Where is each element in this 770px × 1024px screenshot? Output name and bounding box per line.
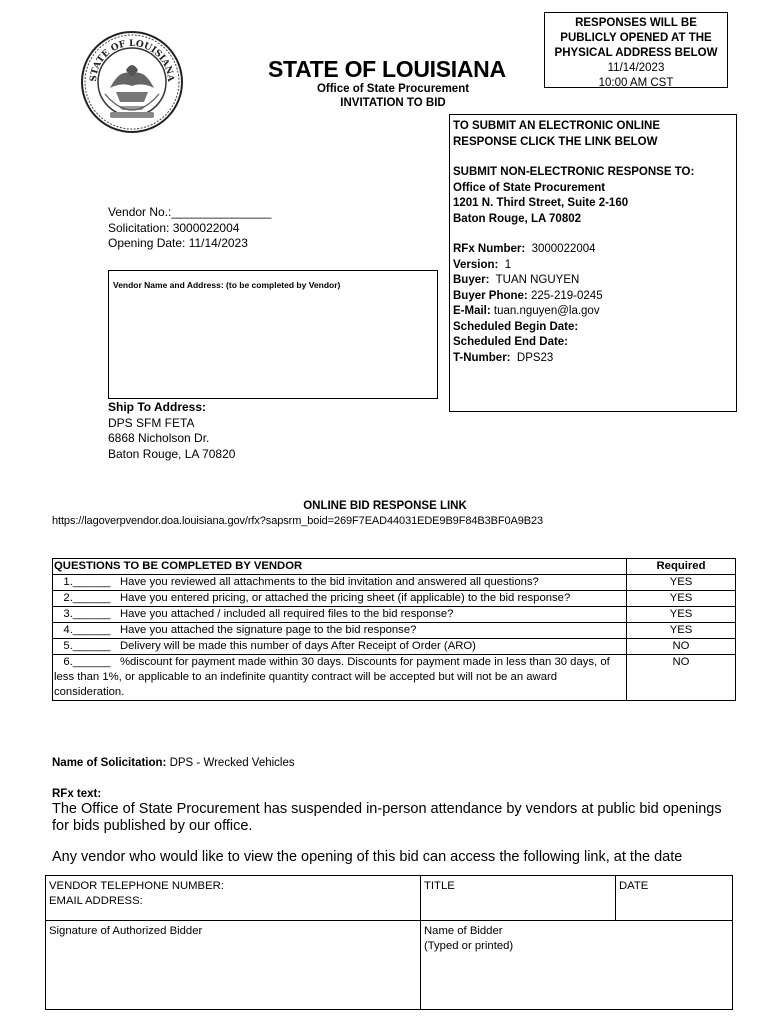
questions-table bbox=[52, 558, 736, 701]
submit-address-line-2: 1201 N. Third Street, Suite 2-160 bbox=[453, 197, 629, 209]
email-value: tuan.nguyen@la.gov bbox=[493, 305, 600, 317]
solicitation-name-value: DPS - Wrecked Vehicles bbox=[169, 757, 295, 769]
begin-date-label: Scheduled Begin Date: bbox=[453, 320, 579, 333]
opening-date: 11/14/2023 bbox=[607, 62, 665, 74]
table-row bbox=[53, 639, 736, 655]
question-1[interactable]: 1.______ Have you reviewed all attachments to the bid invitation and answered all questions? bbox=[53, 575, 627, 591]
version-label: Version: bbox=[453, 258, 499, 271]
pelican-seal-icon bbox=[80, 30, 184, 134]
question-1-required: YES bbox=[627, 575, 736, 591]
version-row bbox=[453, 258, 733, 274]
svg-text:STATE OF LOUISIANA: STATE OF LOUISIANA bbox=[88, 38, 176, 83]
vendor-name-address-box[interactable] bbox=[108, 270, 438, 399]
question-3-required: YES bbox=[627, 607, 736, 623]
office-name: Office of State Procurement bbox=[316, 83, 470, 95]
signature-cell[interactable] bbox=[46, 921, 421, 1010]
rfx-text-paragraph-1: The Office of State Procurement has suspended in-person attendance by vendors at public bid openings for bids published by our office. bbox=[52, 801, 722, 834]
vendor-info bbox=[108, 205, 271, 252]
nonelectronic-heading: SUBMIT NON-ELECTRONIC RESPONSE TO: bbox=[453, 166, 695, 178]
header-subtitle bbox=[310, 82, 476, 110]
date-label: DATE bbox=[619, 880, 649, 892]
signature-label: Signature of Authorized Bidder bbox=[49, 925, 203, 937]
bidder-name-sublabel: (Typed or printed) bbox=[424, 940, 514, 952]
vendor-number: Vendor No.:_______________ bbox=[108, 205, 272, 219]
vendor-email-label: EMAIL ADDRESS: bbox=[49, 895, 143, 907]
question-6-required: NO bbox=[627, 655, 736, 701]
bidder-name-cell[interactable] bbox=[421, 921, 733, 1010]
page-title: STATE OF LOUISIANA bbox=[268, 56, 506, 82]
buyer-phone-label: Buyer Phone: bbox=[453, 289, 528, 302]
online-bid-link[interactable]: https://lagoverpvendor.doa.louisiana.gov/rfx?sapsrm_boid=269F7EAD44031EDE9B9F84B3BF0A9B23 bbox=[52, 515, 544, 527]
vendor-phone-label: VENDOR TELEPHONE NUMBER: bbox=[49, 880, 224, 892]
question-3[interactable]: 3.______ Have you attached / included all required files to the bid response? bbox=[53, 607, 627, 623]
opening-time: 10:00 AM CST bbox=[598, 77, 674, 89]
ship-to-line-1: DPS SFM FETA bbox=[108, 415, 195, 430]
solicitation-name-label: Name of Solicitation: bbox=[52, 757, 167, 769]
opening-date-line: Opening Date: 11/14/2023 bbox=[108, 236, 248, 250]
required-heading: Required bbox=[627, 559, 736, 575]
ship-to-address bbox=[108, 400, 235, 462]
buyer-phone-value: 225-219-0245 bbox=[530, 289, 603, 302]
solicitation-name bbox=[52, 757, 295, 769]
submit-address-line-1: Office of State Procurement bbox=[453, 181, 606, 194]
ship-to-line-2: 6868 Nicholson Dr. bbox=[108, 431, 210, 445]
tnumber-row bbox=[453, 351, 733, 367]
tnumber-value: DPS23 bbox=[516, 351, 554, 364]
tnumber-label: T-Number: bbox=[453, 351, 511, 364]
email-label: E-Mail: bbox=[453, 305, 491, 317]
buyer-phone-row bbox=[453, 289, 733, 305]
state-seal bbox=[80, 30, 184, 134]
rfx-text-paragraph-2: Any vendor who would like to view the opening of this bid can access the following link, at the date bbox=[52, 849, 683, 865]
title-cell[interactable] bbox=[421, 876, 616, 921]
buyer-row bbox=[453, 273, 733, 289]
questions-header-row bbox=[53, 559, 736, 575]
signature-table-row-2 bbox=[46, 921, 733, 1010]
table-row bbox=[53, 623, 736, 639]
responses-notice-box bbox=[544, 12, 728, 88]
buyer-value: TUAN NGUYEN bbox=[495, 274, 580, 286]
question-6[interactable]: 6.______ %discount for payment made within 30 days. Discounts for payment made in less than 30 days, of less than 1%, or applicable to an indefinite quantity contract will be accepted but will not be an award consideration. bbox=[53, 655, 627, 701]
vendor-contact-cell[interactable] bbox=[46, 876, 421, 921]
rfx-number-label: RFx Number: bbox=[453, 243, 526, 255]
table-row bbox=[53, 591, 736, 607]
question-2-required: YES bbox=[627, 591, 736, 607]
questions-heading: QUESTIONS TO BE COMPLETED BY VENDOR bbox=[53, 559, 627, 575]
rfx-text-label: RFx text: bbox=[52, 788, 102, 800]
ship-to-line-3: Baton Rouge, LA 70820 bbox=[108, 446, 236, 461]
signature-table bbox=[45, 875, 733, 1010]
buyer-label: Buyer: bbox=[453, 274, 490, 286]
end-date-label: Scheduled End Date: bbox=[453, 336, 569, 348]
bidder-name-label: Name of Bidder bbox=[424, 925, 503, 937]
responses-line-2: PUBLICLY OPENED AT THE bbox=[560, 32, 712, 44]
ship-to-label: Ship To Address: bbox=[108, 400, 207, 414]
submission-info-box bbox=[449, 114, 737, 412]
document-type: INVITATION TO BID bbox=[340, 97, 446, 109]
electronic-line-2: RESPONSE CLICK THE LINK BELOW bbox=[453, 135, 658, 148]
rfx-text-body bbox=[52, 801, 732, 866]
table-row bbox=[53, 575, 736, 591]
question-2[interactable]: 2.______ Have you entered pricing, or attached the pricing sheet (if applicable) to the bid response? bbox=[53, 591, 627, 607]
responses-line-1: RESPONSES WILL BE bbox=[575, 17, 697, 29]
vendor-box-label: Vendor Name and Address: (to be completed by Vendor) bbox=[113, 280, 341, 290]
question-4[interactable]: 4.______ Have you attached the signature page to the bid response? bbox=[53, 623, 627, 639]
rfx-number-value: 3000022004 bbox=[531, 243, 596, 255]
solicitation-number: Solicitation: 3000022004 bbox=[108, 220, 240, 235]
electronic-line-1: TO SUBMIT AN ELECTRONIC ONLINE bbox=[453, 120, 660, 132]
version-value: 1 bbox=[504, 258, 512, 271]
signature-table-row-1 bbox=[46, 876, 733, 921]
question-4-required: YES bbox=[627, 623, 736, 639]
submit-address-line-3: Baton Rouge, LA 70802 bbox=[453, 212, 582, 225]
rfx-number-row bbox=[453, 242, 733, 258]
date-cell[interactable] bbox=[616, 876, 733, 921]
table-row bbox=[53, 655, 736, 701]
online-link-heading: ONLINE BID RESPONSE LINK bbox=[303, 500, 467, 512]
email-row bbox=[453, 304, 733, 320]
title-label: TITLE bbox=[424, 880, 455, 892]
question-5[interactable]: 5.______ Delivery will be made this number of days After Receipt of Order (ARO) bbox=[53, 639, 627, 655]
question-5-required: NO bbox=[627, 639, 736, 655]
table-row bbox=[53, 607, 736, 623]
responses-line-3: PHYSICAL ADDRESS BELOW bbox=[554, 47, 718, 59]
